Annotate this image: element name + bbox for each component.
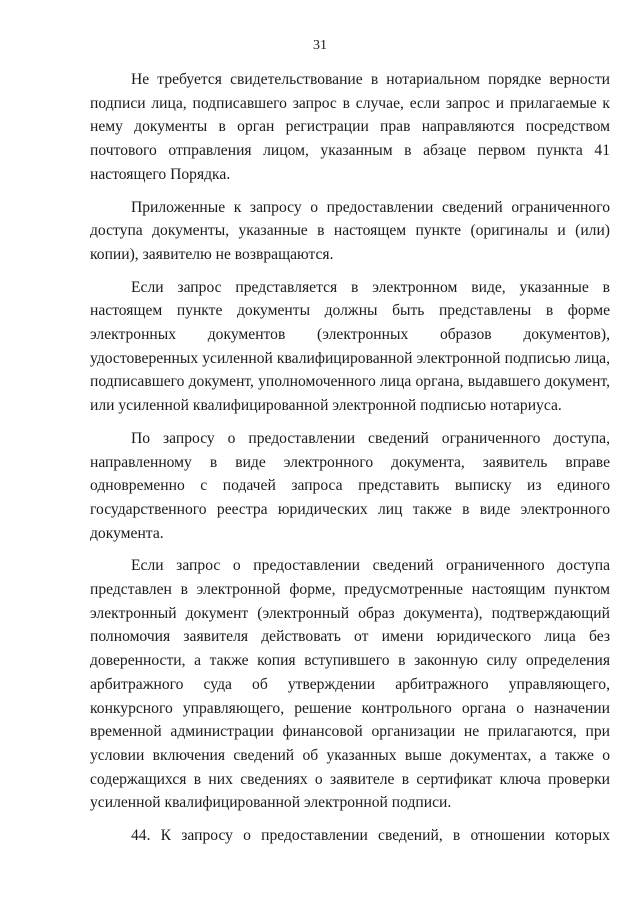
paragraph-electronic-request: Если запрос представляется в электронном виде, указанные в настоящем пункте документы должны быть представлены в форме электронных документов (электронных образов документов), удостоверенных усиленной квалифицированной электронной подписью лица, подписавшего документ, уполномоченного лица органа, выдавшего документ, или усиленной квалифицированной электронной подписью нотариуса. <box>90 278 610 415</box>
paragraph-notarization: Не требуется свидетельствование в нотариальном порядке верности подписи лица, подписавшего запрос в случае, если запрос и прилагаемые к нему документы в орган регистрации прав направляются посредством почтового отправления лицом, указанным в абзаце первом пункта 41 настоящего Порядка. <box>90 71 610 183</box>
page-number: 31 <box>313 38 327 53</box>
paragraph-item-44: 44. К запросу о предоставлении сведений, в отношении которых <box>131 827 610 845</box>
paragraph-registry-extract: По запросу о предоставлении сведений ограниченного доступа, направленному в виде электронного документа, заявитель вправе одновременно с подачей запроса представить выписку из единого государственного реестра юридических лиц также в виде электронного документа. <box>90 429 610 542</box>
paragraph-documents-not-returned: Приложенные к запросу о предоставлении сведений ограниченного доступа документы, указанные в настоящем пункте (оригиналы и (или) копии), заявителю не возвращаются. <box>90 198 610 263</box>
document-body <box>90 68 610 857</box>
paragraph-electronic-form-attachments: Если запрос о предоставлении сведений ограниченного доступа представлен в электронной форме, предусмотренные настоящим пунктом электронный документ (электронный образ документа), подтверждающий полномочия заявителя действовать от имени юридического лица без доверенности, а также копия вступившего в законную силу определения арбитражного суда об утверждении арбитражного управляющего, конкурсного управляющего, решение контрольного органа о назначении временной администрации финансовой организации не прилагаются, при условии включения сведений об указанных выше документах, а также о содержащихся в них сведениях о заявителе в сертификат ключа проверки усиленной квалифицированной электронной подписи. <box>90 557 610 812</box>
